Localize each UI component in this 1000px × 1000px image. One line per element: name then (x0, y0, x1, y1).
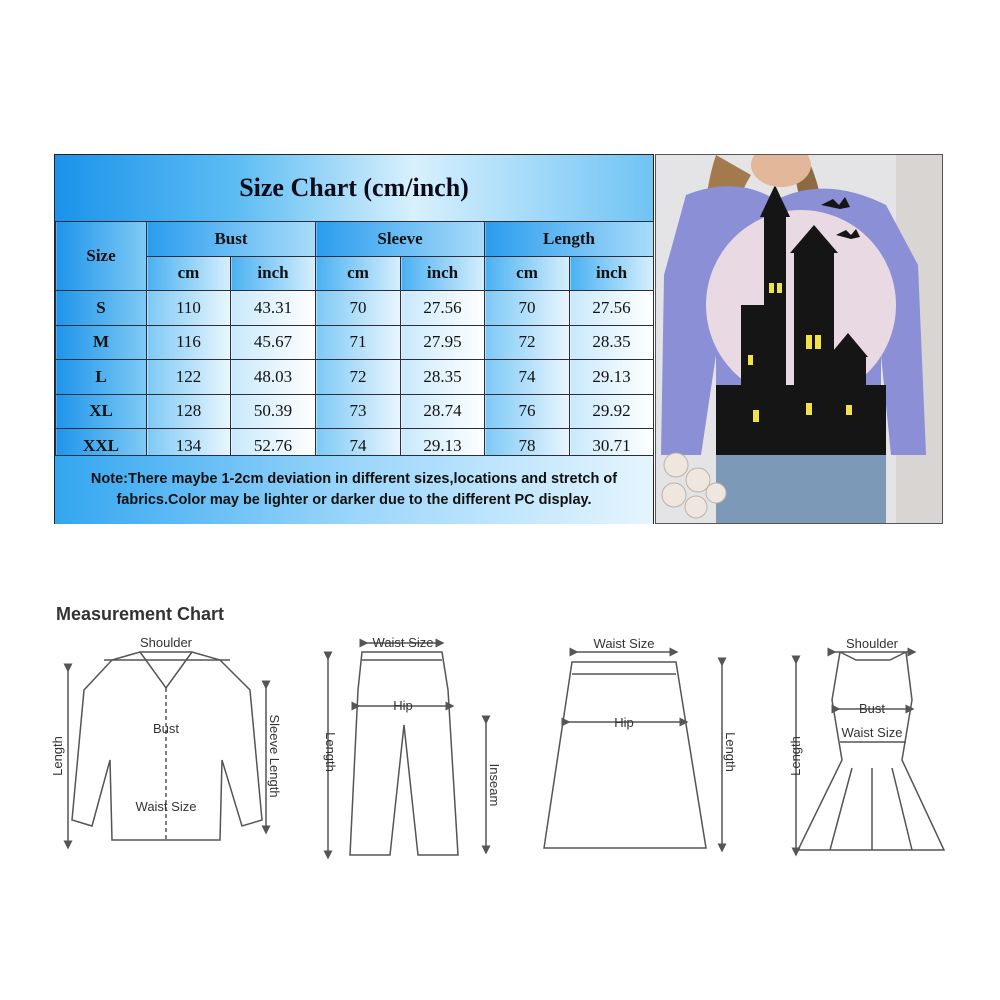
note-text (91, 469, 617, 511)
table-cell: 76 (485, 394, 570, 429)
dress-shoulder-label: Shoulder (845, 636, 899, 651)
pants-hip-label: Hip (393, 698, 413, 713)
dress-diagram (796, 652, 944, 852)
table-cell: 43.31 (231, 291, 316, 326)
size-note (55, 455, 653, 524)
size-chart-title-bar (55, 155, 653, 222)
size-table (55, 221, 654, 464)
dress-bust-label: Bust (858, 701, 886, 716)
size-label: XL (56, 394, 147, 429)
table-row (56, 325, 654, 360)
group-header-length: Length (485, 222, 654, 257)
group-header-bust: Bust (147, 222, 316, 257)
table-cell: 110 (147, 291, 231, 326)
table-cell: 134 (147, 429, 231, 464)
table-cell: 72 (316, 360, 401, 395)
note-line-1: Note:There maybe 1-2cm deviation in different sizes,locations and stretch of (90, 471, 618, 487)
table-cell: 128 (147, 394, 231, 429)
pants-waist-label: Waist Size (372, 635, 434, 650)
table-cell: 28.35 (401, 360, 485, 395)
table-cell: 27.56 (570, 291, 654, 326)
table-cell: 73 (316, 394, 401, 429)
table-cell: 70 (485, 291, 570, 326)
shirt-sleeve-label: Sleeve Length (267, 714, 282, 798)
unit-header: inch (231, 256, 316, 291)
table-cell: 28.74 (401, 394, 485, 429)
table-cell: 27.56 (401, 291, 485, 326)
product-photo (655, 154, 943, 524)
unit-header: cm (147, 256, 231, 291)
size-label: XXL (56, 429, 147, 464)
table-cell: 28.35 (570, 325, 654, 360)
size-chart-title: Size Chart (cm/inch) (239, 173, 469, 202)
shirt-waist-label: Waist Size (135, 799, 197, 814)
unit-header: inch (401, 256, 485, 291)
size-label: S (56, 291, 147, 326)
table-cell: 52.76 (231, 429, 316, 464)
skirt-waist-label: Waist Size (593, 636, 655, 651)
skirt-length-label: Length (723, 732, 738, 772)
table-cell: 116 (147, 325, 231, 360)
table-row (56, 360, 654, 395)
skirt-diagram (544, 652, 722, 848)
unit-header: cm (485, 256, 570, 291)
table-cell: 30.71 (570, 429, 654, 464)
table-cell: 78 (485, 429, 570, 464)
pants-diagram (328, 643, 486, 855)
unit-header: inch (570, 256, 654, 291)
shirt-bust-label: Bust (152, 721, 180, 736)
table-cell: 74 (485, 360, 570, 395)
measurement-chart-title: Measurement Chart (56, 604, 225, 624)
dress-waist-label: Waist Size (841, 725, 903, 740)
table-cell: 29.13 (570, 360, 654, 395)
size-header: Size (56, 222, 147, 291)
table-row (56, 291, 654, 326)
table-cell: 48.03 (231, 360, 316, 395)
table-cell: 70 (316, 291, 401, 326)
unit-header: cm (316, 256, 401, 291)
table-cell: 71 (316, 325, 401, 360)
pants-inseam-label: Inseam (487, 763, 502, 807)
table-cell: 45.67 (231, 325, 316, 360)
table-cell: 72 (485, 325, 570, 360)
size-chart (54, 154, 654, 524)
table-cell: 29.13 (401, 429, 485, 464)
shirt-length-label: Length (50, 736, 65, 776)
product-photo-illustration (656, 155, 943, 524)
skirt-hip-label: Hip (614, 715, 634, 730)
pants-length-label: Length (323, 732, 338, 772)
group-header-sleeve: Sleeve (316, 222, 485, 257)
table-cell: 50.39 (231, 394, 316, 429)
measurement-diagrams (0, 620, 1000, 880)
table-cell: 29.92 (570, 394, 654, 429)
table-cell: 122 (147, 360, 231, 395)
shirt-shoulder-label: Shoulder (139, 635, 193, 650)
note-line-2: fabrics.Color may be lighter or darker due to the different PC display. (116, 492, 592, 508)
table-row (56, 394, 654, 429)
shirt-diagram (68, 652, 266, 845)
size-label: M (56, 325, 147, 360)
table-cell: 27.95 (401, 325, 485, 360)
table-cell: 74 (316, 429, 401, 464)
size-label: L (56, 360, 147, 395)
dress-length-label: Length (788, 736, 803, 776)
